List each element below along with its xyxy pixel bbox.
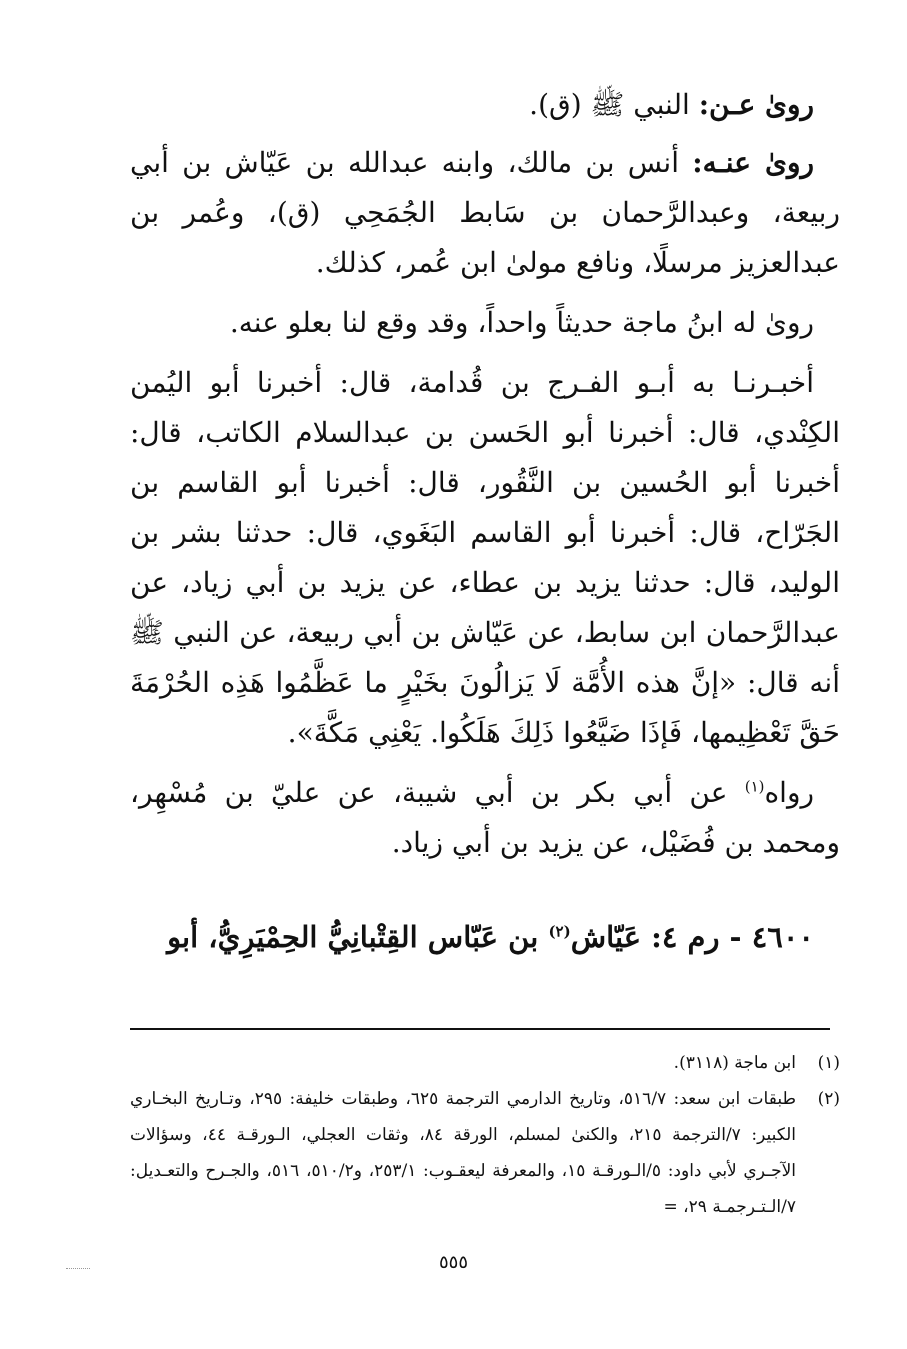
- hadith-chain-paragraph: [130, 358, 840, 758]
- entry-heading-prefix: ٤٦٠٠ - رم ٤: عَيّاش: [570, 920, 814, 954]
- narrators-from-him-text: أنس بن مالك، وابنه عبدالله بن عَيّاش بن أبي ربيعة، وعبدالرَّحمان بن سَابط الجُمَحِي (ق)، وعُمر بن عبدالعزيز مرسلًا، ونافع مولىٰ ابن عُمر، كذلك.: [130, 146, 840, 279]
- narration-source-text: عن أبي بكر بن أبي شيبة، عن عليّ بن مُسْهِر، ومحمد بن فُضَيْل، عن يزيد بن أبي زياد.: [130, 776, 840, 859]
- narration-source-paragraph: [130, 768, 840, 868]
- footnote-text: طبقات ابن سعد: ٥١٦/٧، وتاريخ الدارمي الترجمة ٦٢٥، وطبقات خليفة: ٢٩٥، وتـاريخ البخـاري الكبير: ٧/الترجمة ٢١٥، والكنىٰ لمسلم، الورقة ٨٤، وثقات العجلي، الـورقـة ٤٤، وسؤالات الآجـري لأبي داود: ٥/الـورقـة ١٥، والمعرفة ليعقـوب: ٢٥٣/١، و٥١٠/٢، ٥١٦، والجـرح والتعـديل: ٧/الـتـرجمـة ٢٩، =: [130, 1089, 796, 1217]
- footnote-item: [130, 1081, 840, 1225]
- footnote-text: ابن ماجة (٣١١٨).: [673, 1053, 796, 1073]
- narrated-from-label: روىٰ عـن:: [698, 88, 814, 121]
- entry-heading-text: بن عَبّاس القِتْبانِيُّ الحِمْيَرِيُّ، أبو: [167, 920, 549, 954]
- hadith-chain-text: أخبـرنـا به أبـو الفـرج بن قُدامة، قال: أخبرنا أبو اليُمن الكِنْدي، قال: أخبرنا أبو الحَسن بن عبدالسلام الكاتب، قال: أخبرنا أبو الحُسين بن النَّقُور، قال: أخبرنا أبو القاسم بن الجَرّاح، قال: أخبرنا أبو القاسم البَغَوي، قال: حدثنا بشر بن الوليد، قال: حدثنا يزيد بن عطاء، عن يزيد بن أبي زياد، عن عبدالرَّحمان ابن سابط، عن عَيّاش بن أبي ربيعة، عن النبي ﷺ أنه قال: «إنَّ هذه الأُمَّة لَا يَزالُونَ بخَيْرٍ ما عَظَّمُوا هَذِه الحُرْمَةَ حَقَّ تَعْظِيمها، فَإذَا ضَيَّعُوا ذَلِكَ هَلَكُوا. يَعْنِي مَكَّةَ».: [130, 366, 840, 749]
- ibn-majah-text: روىٰ له ابنُ ماجة حديثاً واحداً، وقد وقع لنا بعلو عنه.: [229, 306, 814, 339]
- narrators-from-him-paragraph: [130, 138, 840, 288]
- narrated-from-paragraph: [130, 80, 840, 130]
- footnote-number: (٢): [817, 1089, 840, 1109]
- narrators-from-him-label: روىٰ عنـه:: [692, 146, 814, 179]
- footnote-ref-2[interactable]: (٢): [548, 922, 571, 941]
- footnote-divider: [130, 1028, 830, 1030]
- page-number: ٥٥٥: [438, 1252, 468, 1273]
- footnote-ref-1[interactable]: (١): [744, 777, 765, 796]
- ibn-majah-paragraph: [130, 298, 840, 348]
- page-body: [130, 80, 840, 972]
- footnotes: [130, 1045, 840, 1225]
- narration-source-lead: رواه: [764, 776, 814, 809]
- narrated-from-text: النبي ﷺ (ق).: [529, 88, 699, 121]
- entry-heading: [130, 912, 840, 962]
- footnote-item: [130, 1045, 840, 1081]
- footnote-number: (١): [817, 1053, 840, 1073]
- scan-mark: [66, 1268, 90, 1269]
